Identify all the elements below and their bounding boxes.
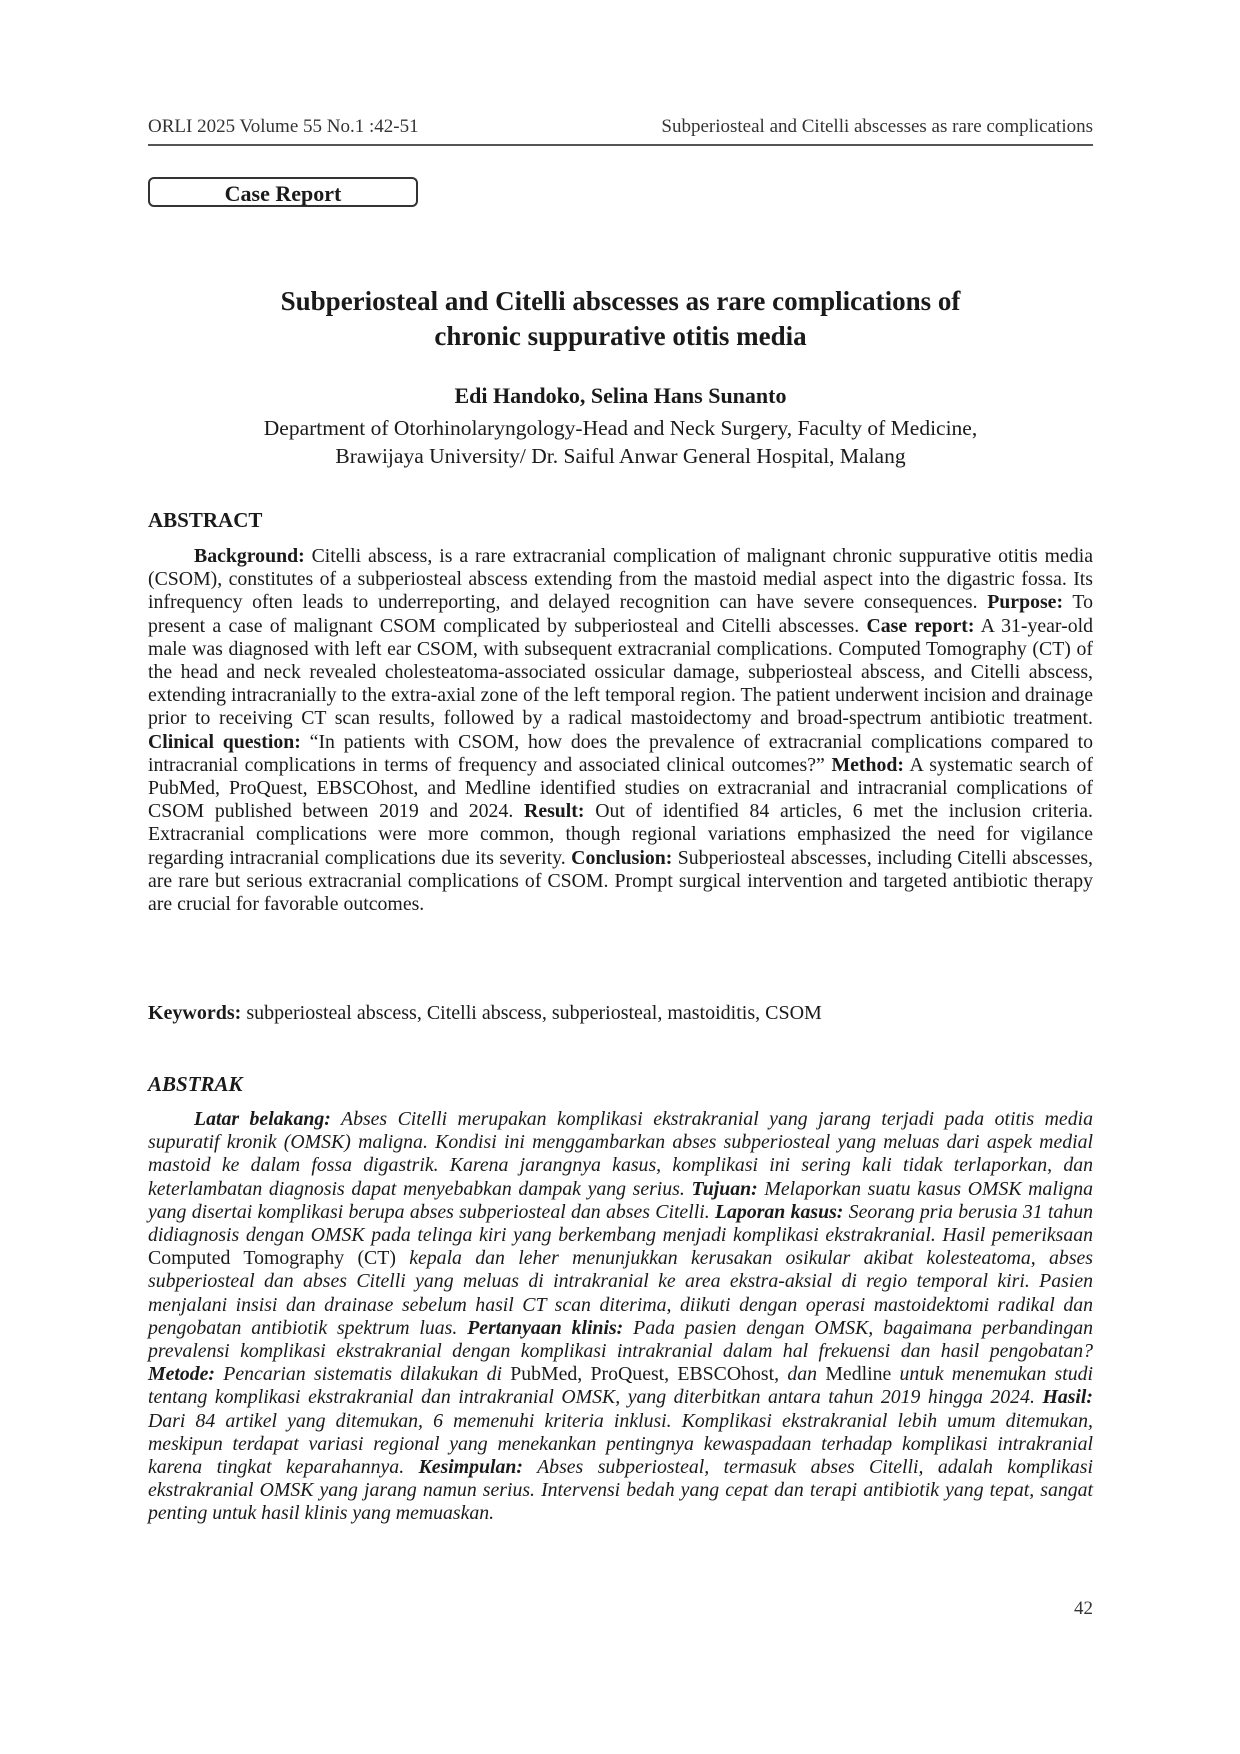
laporan-label: Laporan kasus: [714,1200,844,1223]
clinical-question-text: “In patients with CSOM, how does the prevalence of extracranial complications compared to intracranial complications in terms of frequency and associated clinical outcomes?” [148,730,1093,776]
running-title: Subperiosteal and Citelli abscesses as rare complications [661,116,1093,137]
result-label: Result: [524,800,585,823]
keywords-text: subperiosteal abscess, Citelli abscess, subperiosteal, mastoiditis, CSOM [241,1002,822,1024]
ct-term: Computed Tomography (CT) [148,1247,396,1270]
authors: Edi Handoko, Selina Hans Sunanto [454,383,787,408]
conclusion-label: Conclusion: [571,846,673,869]
hasil-text: Dari 84 artikel yang ditemukan, 6 memenuhi kriteria inklusi. Komplikasi ekstrakranial lebih umum ditemukan, meskipun terdapat variasi regional yang menekankan pentingnya kewaspadaan terhadap komplikasi intrakranial karena tingkat keparahannya. [148,1409,1093,1479]
kesimpulan-label: Kesimpulan: [418,1456,524,1479]
metode-text-2: untuk menemukan studi tentang komplikasi ekstrakranial dan intrakranial OMSK, yang diterbitkan antara tahun 2019 hingga 2024. [148,1363,1093,1409]
conclusion-text: Subperiosteal abscesses, including Citelli abscesses, are rare but serious extracranial complications of CSOM. Prompt surgical intervention and targeted antibiotic therapy are crucial for favorable outcomes. [148,846,1093,916]
background-label: Background: [194,545,305,567]
abstract-body [148,545,1093,916]
abstrak-heading: ABSTRAK [148,1072,243,1096]
page-number: 42 [1074,1598,1093,1619]
title-line-1: Subperiosteal and Citelli abscesses as rare complications of [280,286,961,316]
abstrak-body [148,1108,1093,1526]
purpose-label: Purpose: [987,591,1064,614]
keywords-label: Keywords: [148,1002,242,1024]
affiliation [148,414,1093,470]
article-title [148,284,1093,354]
affiliation-line-1: Department of Otorhinolaryngology-Head and Neck Surgery, Faculty of Medicine, [263,416,978,440]
title-line-2: chronic suppurative otitis media [434,321,807,351]
result-text: Out of identified 84 articles, 6 met the inclusion criteria. Extracranial complications were more common, though regional variations emphasized the need for vigilance regarding intracranial complications due its severity. [148,800,1093,869]
latar-text: Abses Citelli merupakan komplikasi ekstrakranial yang jarang terjadi pada otitis media supuratif kronik (OMSK) maligna. Kondisi ini menggambarkan abses subperiosteal yang meluas dari aspek medial mastoid ke dalam fossa digastrik. Karena jarangnya kasus, komplikasi ini sering kali tidak terlaporkan, dan keterlambatan diagnosis dapat menyebabkan dampak yang serius. [148,1108,1093,1200]
method-text: A systematic search of PubMed, ProQuest, EBSCOhost, and Medline identified studies on extracranial and intracranial complications of CSOM published between 2019 and 2024. [148,753,1093,823]
latar-label: Latar belakang: [194,1108,331,1130]
databases-term: PubMed, ProQuest, EBSCOhost, [510,1363,780,1386]
method-label: Method: [831,753,904,776]
tujuan-label: Tujuan: [691,1177,758,1200]
keywords [148,1002,1093,1025]
purpose-text: To present a case of malignant CSOM complicated by subperiosteal and Citelli abscesses. [148,591,1093,637]
abstract-heading: ABSTRACT [148,508,263,532]
pertanyaan-label: Pertanyaan klinis: [467,1316,624,1339]
case-report-text: A 31-year-old male was diagnosed with left ear CSOM, with subsequent extracranial complications. Computed Tomography (CT) of the head and neck revealed cholesteatoma-associated ossicular damage, subperiosteal abscess, and Citelli abscess, extending intracranially to the extra-axial zone of the left temporal region. The patient underwent incision and drainage prior to receiving CT scan results, followed by a radical mastoidectomy and broad-spectrum antibiotic treatment. [148,614,1093,730]
kesimpulan-text: Abses subperiosteal, termasuk abses Citelli, adalah komplikasi ekstrakranial OMSK yang jarang namun serius. Intervensi bedah yang cepat dan terapi antibiotik yang tepat, sangat penting untuk hasil klinis yang memuaskan. [148,1456,1093,1525]
article-type-badge: Case Report [148,177,418,207]
journal-citation: ORLI 2025 Volume 55 No.1 :42-51 [148,116,419,137]
background-text: Citelli abscess, is a rare extracranial complication of malignant chronic suppurative otitis media (CSOM), constitutes of a subperiosteal abscess extending from the mastoid medial aspect into the digastric fossa. Its infrequency often leads to underreporting, and delayed recognition can have severe consequences. [148,545,1093,614]
metode-text-1: Pencarian sistematis dilakukan di [215,1363,511,1386]
medline-term: Medline [825,1363,892,1386]
tujuan-text: Melaporkan suatu kasus OMSK maligna yang disertai komplikasi berupa abses subperiosteal dan abses Citelli. [148,1177,1093,1223]
running-header [148,116,1093,146]
laporan-text-2: kepala dan leher menunjukkan kerusakan osikular akibat kolesteatoma, abses subperiosteal dan abses Citelli yang meluas di intrakranial ke area ekstra-aksial di regio temporal kiri. Pasien menjalani insisi dan drainase sebelum hasil CT scan diterima, diikuti dengan operasi mastoidektomi radikal dan pengobatan antibiotik spektrum luas. [148,1247,1094,1339]
metode-dan: dan [779,1363,826,1386]
case-report-label: Case report: [866,614,975,637]
clinical-question-label: Clinical question: [148,730,301,753]
pertanyaan-text: Pada pasien dengan OMSK, bagaimana perbandingan prevalensi komplikasi ekstrakranial dengan komplikasi intrakranial dalam hal frekuensi dan hasil pengobatan? [148,1316,1093,1363]
affiliation-line-2: Brawijaya University/ Dr. Saiful Anwar General Hospital, Malang [335,444,906,468]
hasil-label: Hasil: [1042,1386,1093,1409]
metode-label: Metode: [148,1363,216,1386]
laporan-text-1: Seorang pria berusia 31 tahun didiagnosis dengan OMSK pada telinga kiri yang berkembang menjadi komplikasi ekstrakranial. Hasil pemeriksaan [148,1200,1093,1247]
